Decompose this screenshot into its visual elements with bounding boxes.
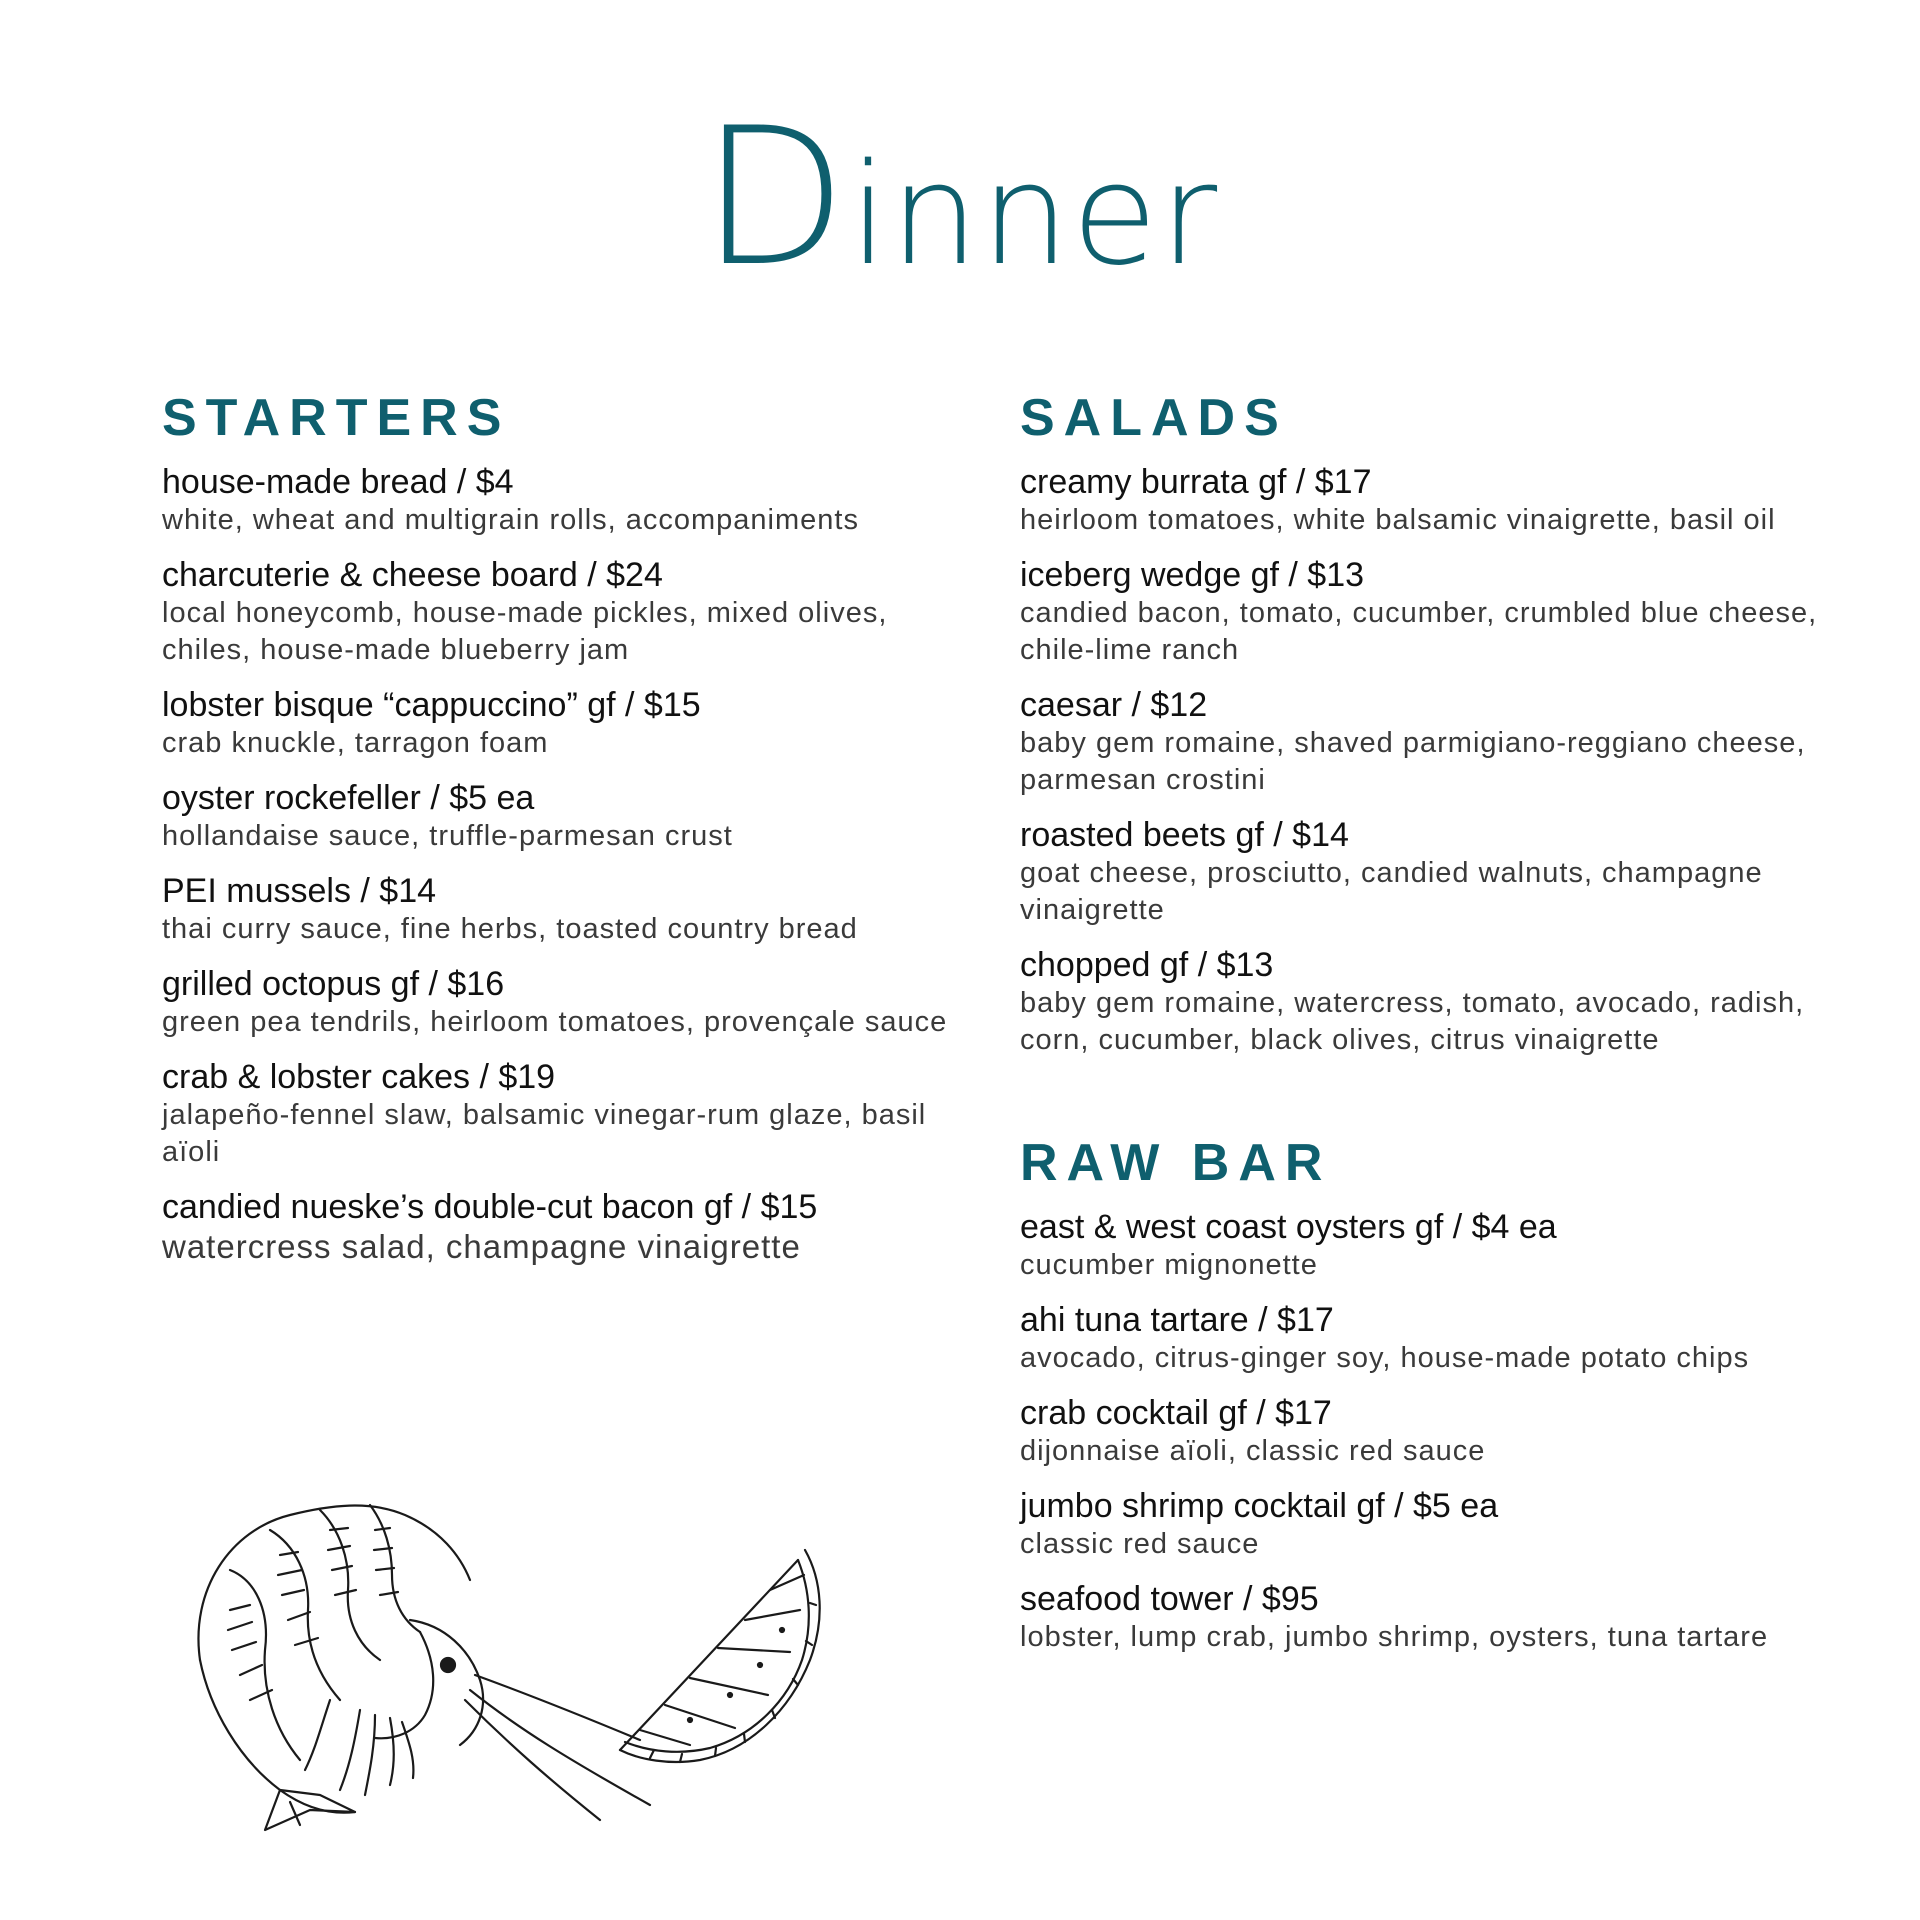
item-description: heirloom tomatoes, white balsamic vinaigrette, basil oil xyxy=(1020,504,1776,536)
menu-item xyxy=(1020,555,1820,669)
menu-item xyxy=(1020,1300,1820,1377)
item-name: roasted beets gf / $14 xyxy=(1020,816,1349,854)
menu-title-rest: inner xyxy=(849,134,1220,297)
menu-item xyxy=(162,685,962,762)
item-description: baby gem romaine, shaved parmigiano-reggiano cheese, parmesan crostini xyxy=(1020,727,1806,796)
item-description: goat cheese, prosciutto, candied walnuts, champagne vinaigrette xyxy=(1020,857,1763,926)
item-description: baby gem romaine, watercress, tomato, avocado, radish, corn, cucumber, black olives, citrus vinaigrette xyxy=(1020,987,1805,1056)
item-name: caesar / $12 xyxy=(1020,686,1208,724)
menu-title-initial: D xyxy=(700,87,850,308)
item-name: chopped gf / $13 xyxy=(1020,946,1274,984)
item-name: jumbo shrimp cocktail gf / $5 ea xyxy=(1020,1487,1499,1525)
menu-item xyxy=(1020,945,1820,1059)
item-description: local honeycomb, house-made pickles, mixed olives, chiles, house-made blueberry jam xyxy=(162,597,888,666)
item-description: crab knuckle, tarragon foam xyxy=(162,727,549,759)
right-column xyxy=(1020,388,1820,1672)
lemon-wedge-icon xyxy=(620,1550,820,1762)
raw-bar-section xyxy=(1020,1133,1820,1656)
seafood-illustration xyxy=(170,1460,850,1840)
menu-item xyxy=(1020,815,1820,929)
item-name: crab cocktail gf / $17 xyxy=(1020,1394,1332,1432)
item-name: PEI mussels / $14 xyxy=(162,872,437,910)
menu-item xyxy=(1020,1579,1820,1656)
menu-item xyxy=(1020,462,1820,539)
item-description: cucumber mignonette xyxy=(1020,1249,1318,1281)
item-name: ahi tuna tartare / $17 xyxy=(1020,1301,1334,1339)
salads-heading: SALADS xyxy=(1020,389,1288,447)
item-description: classic red sauce xyxy=(1020,1528,1260,1560)
menu-title xyxy=(0,87,1920,308)
menu-item xyxy=(1020,1207,1820,1284)
item-name: crab & lobster cakes / $19 xyxy=(162,1058,556,1096)
item-name: creamy burrata gf / $17 xyxy=(1020,463,1372,501)
item-name: candied nueske’s double-cut bacon gf / $15 xyxy=(162,1188,818,1226)
item-name: seafood tower / $95 xyxy=(1020,1580,1319,1618)
item-description: thai curry sauce, fine herbs, toasted country bread xyxy=(162,913,858,945)
item-name: house-made bread / $4 xyxy=(162,463,514,501)
item-description: lobster, lump crab, jumbo shrimp, oysters, tuna tartare xyxy=(1020,1621,1769,1653)
menu-item xyxy=(162,462,962,539)
item-name: east & west coast oysters gf / $4 ea xyxy=(1020,1208,1557,1246)
menu-item xyxy=(162,871,962,948)
item-description: dijonnaise aïoli, classic red sauce xyxy=(1020,1435,1486,1467)
item-description: jalapeño-fennel slaw, balsamic vinegar-rum glaze, basil aïoli xyxy=(162,1099,927,1168)
menu-item xyxy=(1020,685,1820,799)
item-description: white, wheat and multigrain rolls, accompaniments xyxy=(162,504,859,536)
raw-bar-heading: RAW BAR xyxy=(1020,1134,1332,1192)
menu-item xyxy=(162,555,962,669)
item-description: candied bacon, tomato, cucumber, crumbled blue cheese, chile-lime ranch xyxy=(1020,597,1818,666)
menu-item xyxy=(1020,1393,1820,1470)
menu-item xyxy=(1020,1486,1820,1563)
section-spacer xyxy=(1020,1075,1820,1133)
item-description: hollandaise sauce, truffle-parmesan crust xyxy=(162,820,733,852)
menu-item xyxy=(162,1187,962,1267)
shrimp-icon xyxy=(198,1505,650,1830)
salads-section xyxy=(1020,388,1820,1059)
item-name: oyster rockefeller / $5 ea xyxy=(162,779,535,817)
starters-section xyxy=(162,388,962,1283)
item-name: lobster bisque “cappuccino” gf / $15 xyxy=(162,686,701,724)
menu-item xyxy=(162,1057,962,1171)
item-name: charcuterie & cheese board / $24 xyxy=(162,556,663,594)
item-description: watercress salad, champagne vinaigrette xyxy=(162,1228,801,1265)
item-description: green pea tendrils, heirloom tomatoes, provençale sauce xyxy=(162,1006,948,1038)
menu-item xyxy=(162,778,962,855)
item-name: iceberg wedge gf / $13 xyxy=(1020,556,1365,594)
item-description: avocado, citrus-ginger soy, house-made potato chips xyxy=(1020,1342,1750,1374)
starters-heading: STARTERS xyxy=(162,389,511,447)
menu-item xyxy=(162,964,962,1041)
item-name: grilled octopus gf / $16 xyxy=(162,965,505,1003)
